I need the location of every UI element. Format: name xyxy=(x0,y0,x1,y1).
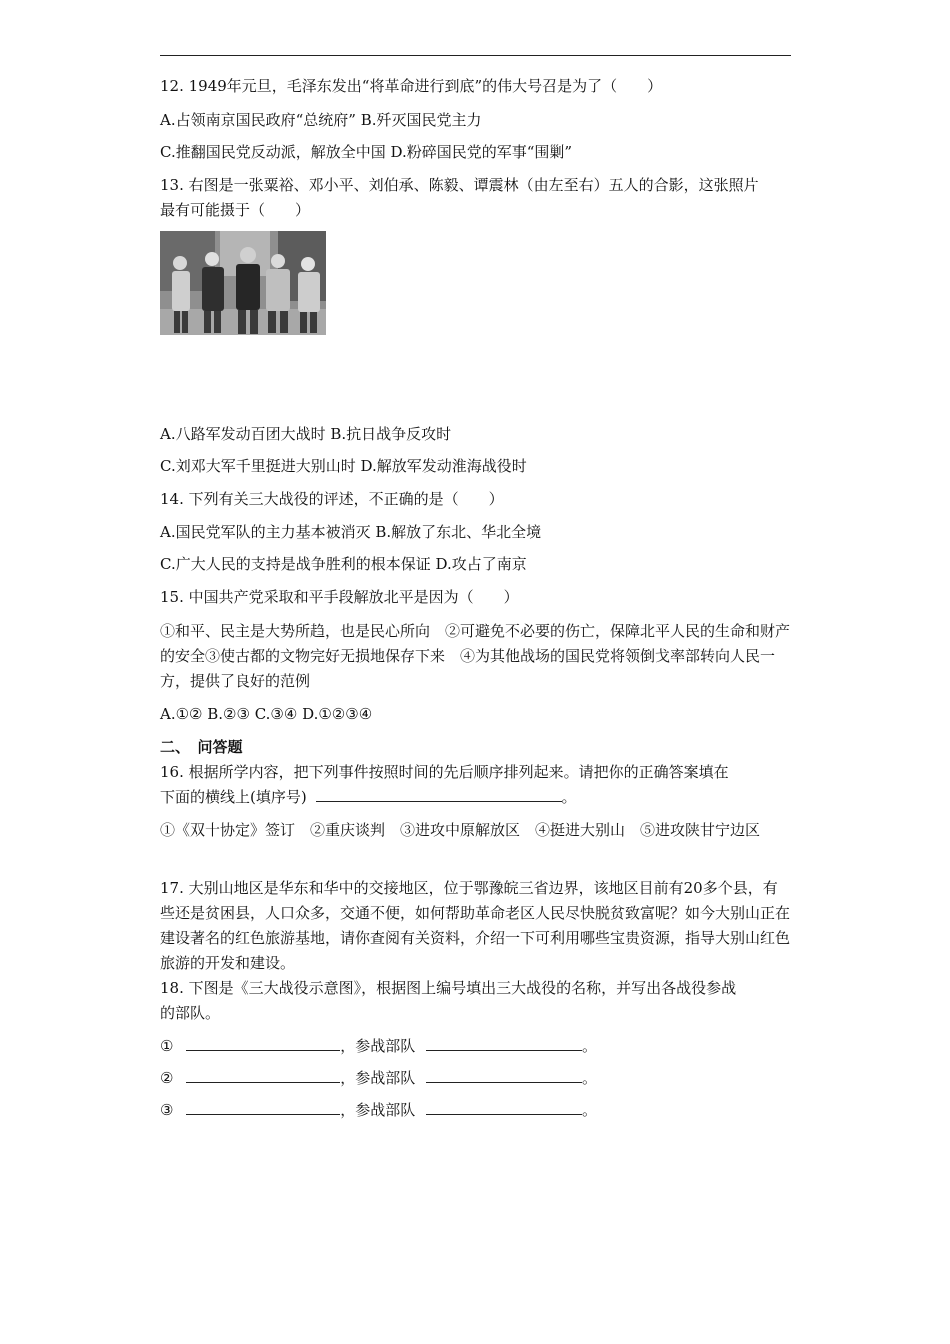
q13-options-cd: C.刘邓大军千里挺进大别山时 D.解放军发动淮海战役时 xyxy=(160,457,527,475)
q13-stem-line2: 最有可能摄于（ ） xyxy=(160,201,311,219)
group-photo-image xyxy=(160,231,326,335)
q18-answer-row xyxy=(160,1068,792,1088)
q15-statements: ①和平、民主是大势所趋，也是民心所向 ②可避免不必要的伤亡，保障北平人民的生命和财产的安全③使古都的文物完好无损地保存下来 ④为其他战场的国民党将领倒戈率部转向人民一方，提供了良好的范例 xyxy=(160,622,791,690)
q16-stem-line2 xyxy=(160,787,792,807)
q17-text: 17. 大别山地区是华东和华中的交接地区，位于鄂豫皖三省边界，该地区目前有20多个县，有些还是贫困县，人口众多，交通不便，如何帮助革命老区人民尽快脱贫致富呢？如今大别山正在建设著名的红色旅游基地，请你查阅有关资料，介绍一下可利用哪些宝贵资源，指导大别山红色旅游的开发和建设。 xyxy=(160,879,791,972)
q18-answer-row xyxy=(160,1036,792,1056)
q18-row-number: ① xyxy=(160,1037,174,1055)
troops-blank[interactable] xyxy=(426,1036,582,1051)
q18-row-end: 。 xyxy=(582,1069,598,1087)
header-rule xyxy=(160,55,791,56)
q16-stem-line1: 16. 根据所学内容，把下列事件按照时间的先后顺序排列起来。请把你的正确答案填在 xyxy=(160,763,729,781)
q12-stem: 12. 1949年元旦，毛泽东发出“将革命进行到底”的伟大号召是为了（ ） xyxy=(160,77,663,95)
q18-row-separator: ，参战部队 xyxy=(340,1069,416,1087)
q15-options: A.①② B.②③ C.③④ D.①②③④ xyxy=(160,705,373,723)
q16-stem-text: 下面的横线上(填序号) xyxy=(160,788,307,806)
q14-stem: 14. 下列有关三大战役的评述，不正确的是（ ） xyxy=(160,490,504,508)
troops-blank[interactable] xyxy=(426,1100,582,1115)
section-heading: 二、 问答题 xyxy=(160,738,243,756)
q14-options-cd: C.广大人民的支持是战争胜利的根本保证 D.攻占了南京 xyxy=(160,555,527,573)
q18-row-end: 。 xyxy=(582,1037,598,1055)
q18-stem-line2: 的部队。 xyxy=(160,1004,221,1022)
troops-blank[interactable] xyxy=(426,1068,582,1083)
q16-answer-blank[interactable] xyxy=(316,787,562,802)
q18-row-number: ③ xyxy=(160,1101,174,1119)
q14-options-ab: A.国民党军队的主力基本被消灭 B.解放了东北、华北全境 xyxy=(160,523,542,541)
q12-options-ab: A.占领南京国民政府“总统府” B.歼灭国民党主力 xyxy=(160,111,482,129)
q18-row-end: 。 xyxy=(582,1101,598,1119)
q12-options-cd: C.推翻国民党反动派，解放全中国 D.粉碎国民党的军事“围剿” xyxy=(160,143,573,161)
battle-name-blank[interactable] xyxy=(186,1036,340,1051)
q16-stem-end: 。 xyxy=(561,788,577,806)
group-photo xyxy=(160,231,326,335)
q18-row-separator: ，参战部队 xyxy=(340,1101,416,1119)
q18-answer-row xyxy=(160,1100,792,1120)
q15-stem: 15. 中国共产党采取和平手段解放北平是因为（ ） xyxy=(160,588,519,606)
q13-options-ab: A.八路军发动百团大战时 B.抗日战争反攻时 xyxy=(160,425,452,443)
q18-row-separator: ，参战部队 xyxy=(340,1037,416,1055)
q18-stem-line1: 18. 下图是《三大战役示意图》，根据图上编号填出三大战役的名称，并写出各战役参战 xyxy=(160,979,737,997)
battle-name-blank[interactable] xyxy=(186,1100,340,1115)
battle-name-blank[interactable] xyxy=(186,1068,340,1083)
q18-row-number: ② xyxy=(160,1069,174,1087)
q16-events: ①《双十协定》签订 ②重庆谈判 ③进攻中原解放区 ④挺进大别山 ⑤进攻陕甘宁边区 xyxy=(160,821,761,839)
q13-stem-line1: 13. 右图是一张粟裕、邓小平、刘伯承、陈毅、谭震林（由左至右）五人的合影，这张照片 xyxy=(160,176,759,194)
